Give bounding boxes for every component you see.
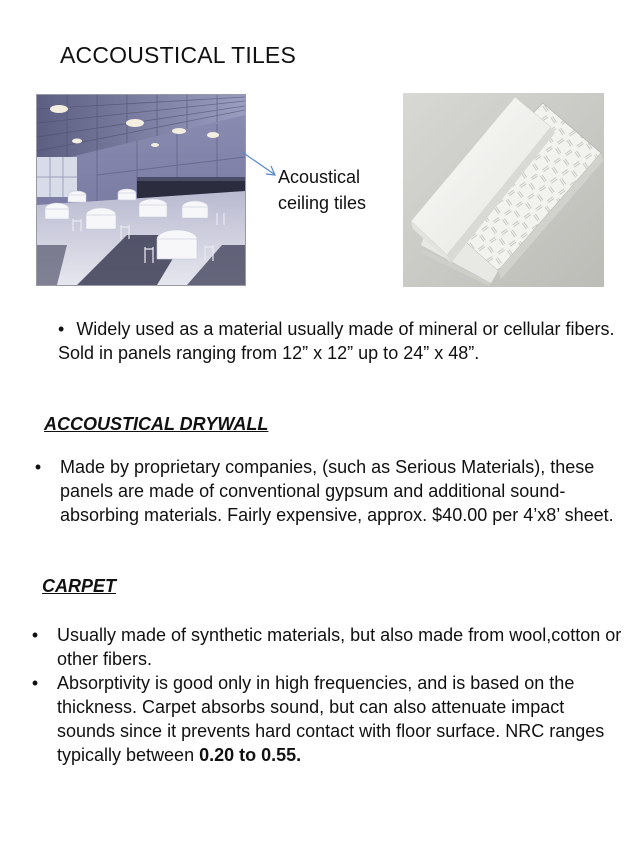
list-item-text: Usually made of synthetic materials, but also made from wool,cotton or other fibers.: [57, 625, 622, 669]
list-item-text: Made by proprietary companies, (such as Serious Materials), these panels are made of conventional gypsum and additional sound-absorbing materials. Fairly expensive, approx. $40.00 per 4’x8’ sheet.: [60, 457, 614, 525]
tiles-description-text: Widely used as a material usually made of mineral or cellular fibers. Sold in panels ranging from 12” x 12” up to 24” x 48”.: [58, 319, 615, 363]
drywall-list: [28, 455, 628, 527]
list-item-text: Absorptivity is good only in high frequencies, and is based on the thickness. Carpet absorbs sound, but can also attenuate impact sounds since it prevents hard contact with floor surface. NRC ranges typically between: [57, 673, 605, 765]
tiles-description: [58, 317, 618, 365]
bullet: •: [58, 319, 65, 339]
list-item: [25, 671, 625, 767]
section-heading-carpet: CARPET: [42, 576, 117, 596]
callout-arrow-icon: [240, 150, 282, 182]
callout-line-2: ceiling tiles: [278, 193, 367, 213]
bullet: •: [31, 625, 39, 645]
callout-label: [278, 164, 398, 216]
list-item: [25, 623, 625, 671]
section-heading-drywall: ACCOUSTICAL DRYWALL: [44, 414, 269, 434]
carpet-list: [25, 623, 625, 767]
bullet: •: [31, 673, 39, 693]
page-title: ACCOUSTICAL TILES: [60, 42, 297, 68]
ceiling-tiles-photo: [403, 93, 604, 287]
callout-line-1: Acoustical: [278, 167, 361, 187]
nrc-range-value: 0.20 to 0.55.: [199, 745, 302, 765]
list-item: [28, 455, 628, 527]
bullet: •: [34, 457, 42, 477]
banquet-hall-photo: [36, 94, 246, 286]
